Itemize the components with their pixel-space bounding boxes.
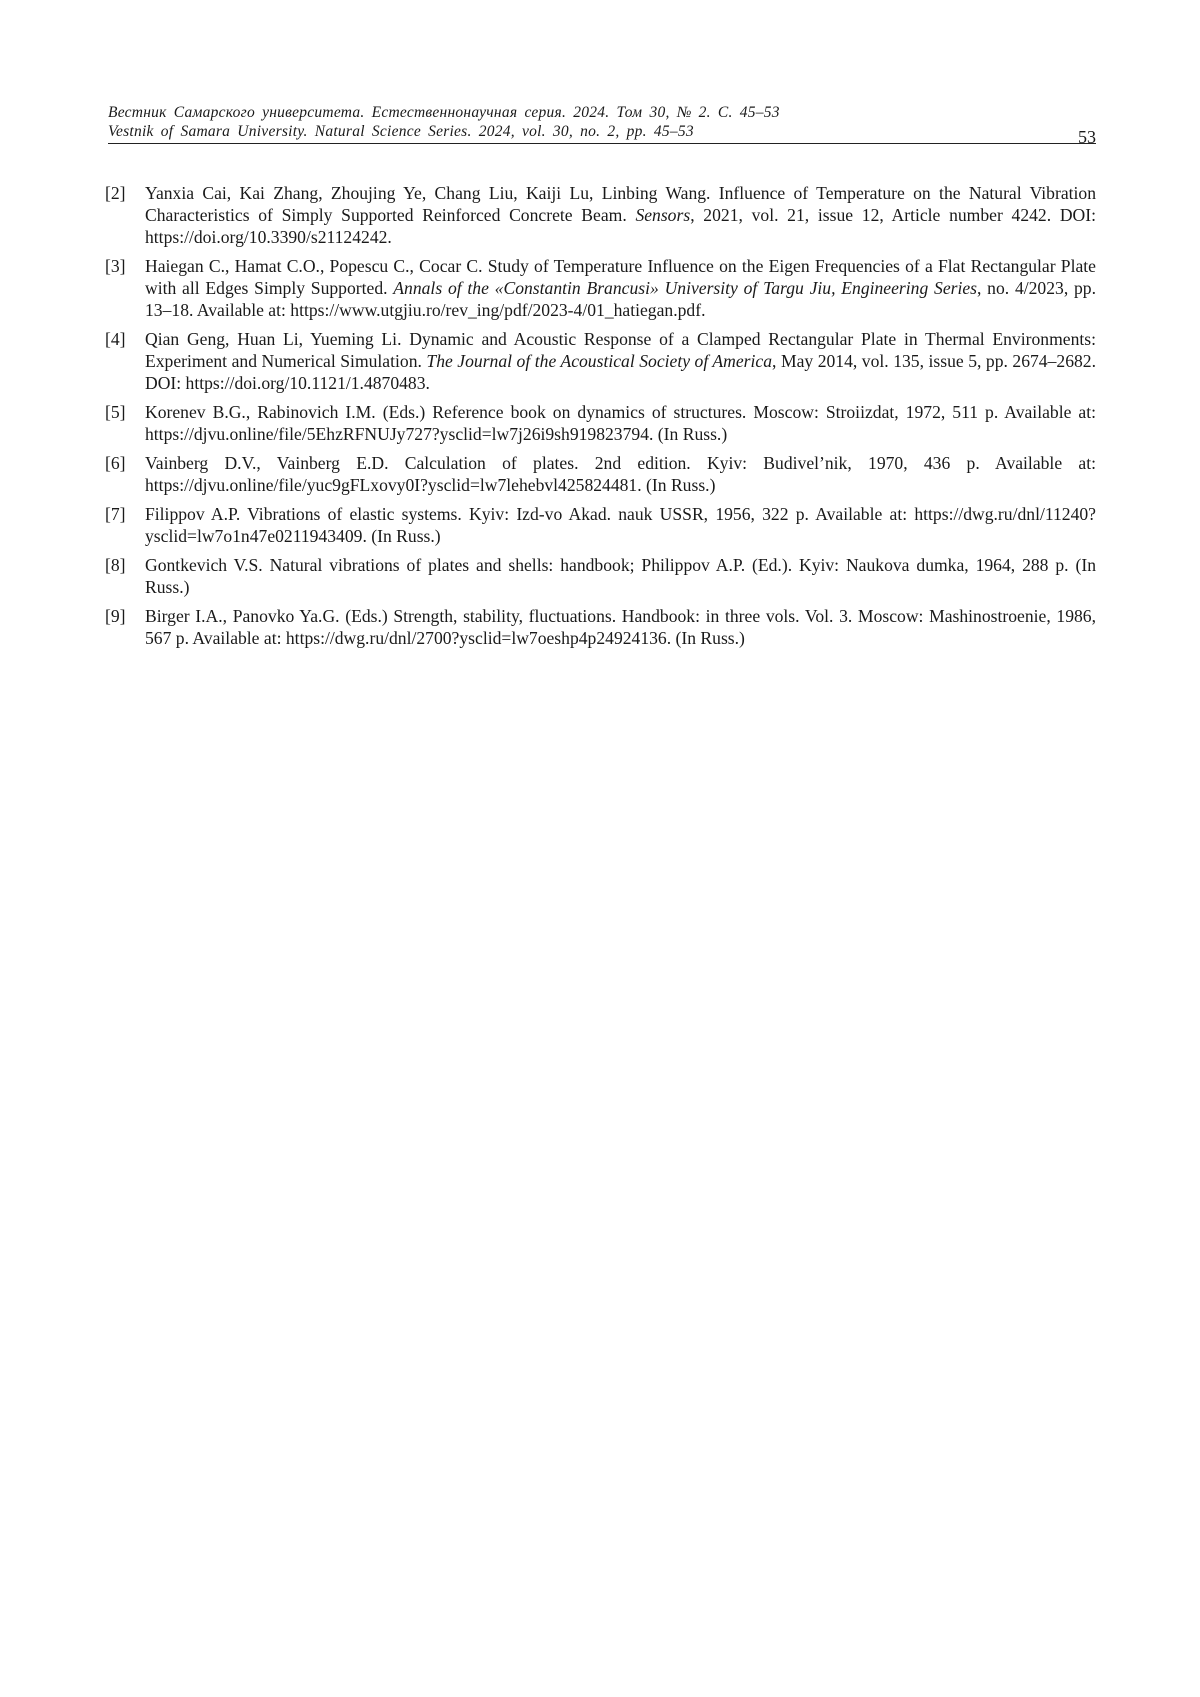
reference-text: Birger I.A., Panovko Ya.G. (Eds.) Strength, stability, fluctuations. Handbook: in three vols. Vol. 3. Moscow: Mashinostroenie, 1986, 567 p. Available at: https://dwg.ru/dnl/2700?ysclid=lw7oeshp4p24924136. (In Russ.) bbox=[145, 606, 1096, 648]
reference-source-title: Sensors bbox=[635, 205, 691, 225]
reference-text: Korenev B.G., Rabinovich I.M. (Eds.) Reference book on dynamics of structures. Moscow: Stroiizdat, 1972, 511 p. Available at: https://djvu.online/file/5EhzRFNUJy727?ysclid=lw7j26i9sh919823794. (In Russ.) bbox=[145, 402, 1096, 444]
reference-item bbox=[105, 554, 1096, 598]
reference-body: Haiegan C., Hamat C.O., Popescu C., Cocar C. Study of Temperature Influence on the Eigen Frequencies of a Flat Rectangular Plate with all Edges Simply Supported. bbox=[145, 256, 1096, 298]
reference-body: Yanxia Cai, Kai Zhang, Zhoujing Ye, Chang Liu, Kaiji Lu, Linbing Wang. Influence of Temperature on the Natural Vibration Characteristics of Simply Supported Reinforced Concrete Beam. bbox=[145, 183, 1096, 225]
reference-number: [3] bbox=[105, 256, 126, 276]
reference-item bbox=[105, 255, 1096, 321]
reference-body: Qian Geng, Huan Li, Yueming Li. Dynamic and Acoustic Response of a Clamped Rectangular Plate in Thermal Environments: Experiment and Numerical Simulation. bbox=[145, 329, 1096, 371]
reference-number: [9] bbox=[105, 606, 126, 626]
reference-number: [7] bbox=[105, 504, 126, 524]
reference-text: Gontkevich V.S. Natural vibrations of plates and shells: handbook; Philippov A.P. (Ed.). Kyiv: Naukova dumka, 1964, 288 p. (In Russ.) bbox=[145, 555, 1096, 597]
reference-item bbox=[105, 605, 1096, 649]
reference-item bbox=[105, 182, 1096, 248]
reference-number: [5] bbox=[105, 402, 126, 422]
reference-text: Vainberg D.V., Vainberg E.D. Calculation of plates. 2nd edition. Kyiv: Budivel’nik, 1970, 436 p. Available at: https://djvu.online/file/yuc9gFLxovy0I?ysclid=lw7lehebvl425824481. (In Russ.) bbox=[145, 453, 1096, 495]
reference-details: , May 2014, vol. 135, issue 5, pp. 2674–2682. DOI: https://doi.org/10.1121/1.4870483. bbox=[145, 351, 1096, 393]
reference-details: , no. 4/2023, pp. 13–18. Available at: https://www.utgjiu.ro/rev_ing/pdf/2023-4/01_hatiegan.pdf. bbox=[145, 278, 1096, 320]
reference-number: [8] bbox=[105, 555, 126, 575]
reference-source-title: The Journal of the Acoustical Society of America bbox=[426, 351, 773, 371]
reference-list bbox=[105, 182, 1096, 656]
running-head bbox=[108, 103, 1096, 147]
page-number: 53 bbox=[1078, 127, 1096, 147]
reference-item bbox=[105, 328, 1096, 394]
reference-text bbox=[145, 255, 1096, 321]
journal-citation-en: Vestnik of Samara University. Natural Science Series. 2024, vol. 30, no. 2, pp. 45–53 bbox=[108, 123, 694, 140]
reference-source-title: Annals of the «Constantin Brancusi» University of Targu Jiu, Engineering Series bbox=[393, 278, 978, 298]
reference-details: , 2021, vol. 21, issue 12, Article number 4242. DOI: https://doi.org/10.3390/s21124242. bbox=[145, 205, 1096, 247]
reference-number: [6] bbox=[105, 453, 126, 473]
reference-text bbox=[145, 328, 1096, 394]
reference-item bbox=[105, 452, 1096, 496]
reference-item bbox=[105, 503, 1096, 547]
reference-text bbox=[145, 182, 1096, 248]
reference-text: Filippov A.P. Vibrations of elastic systems. Kyiv: Izd-vo Akad. nauk USSR, 1956, 322 p. Available at: https://dwg.ru/dnl/11240?ysclid=lw7o1n47e0211943409. (In Russ.) bbox=[145, 504, 1096, 546]
reference-number: [2] bbox=[105, 183, 126, 203]
reference-number: [4] bbox=[105, 329, 126, 349]
reference-item bbox=[105, 401, 1096, 445]
journal-citation-ru: Вестник Самарского университета. Естественнонаучная серия. 2024. Том 30, № 2. С. 45–53 bbox=[108, 104, 780, 121]
